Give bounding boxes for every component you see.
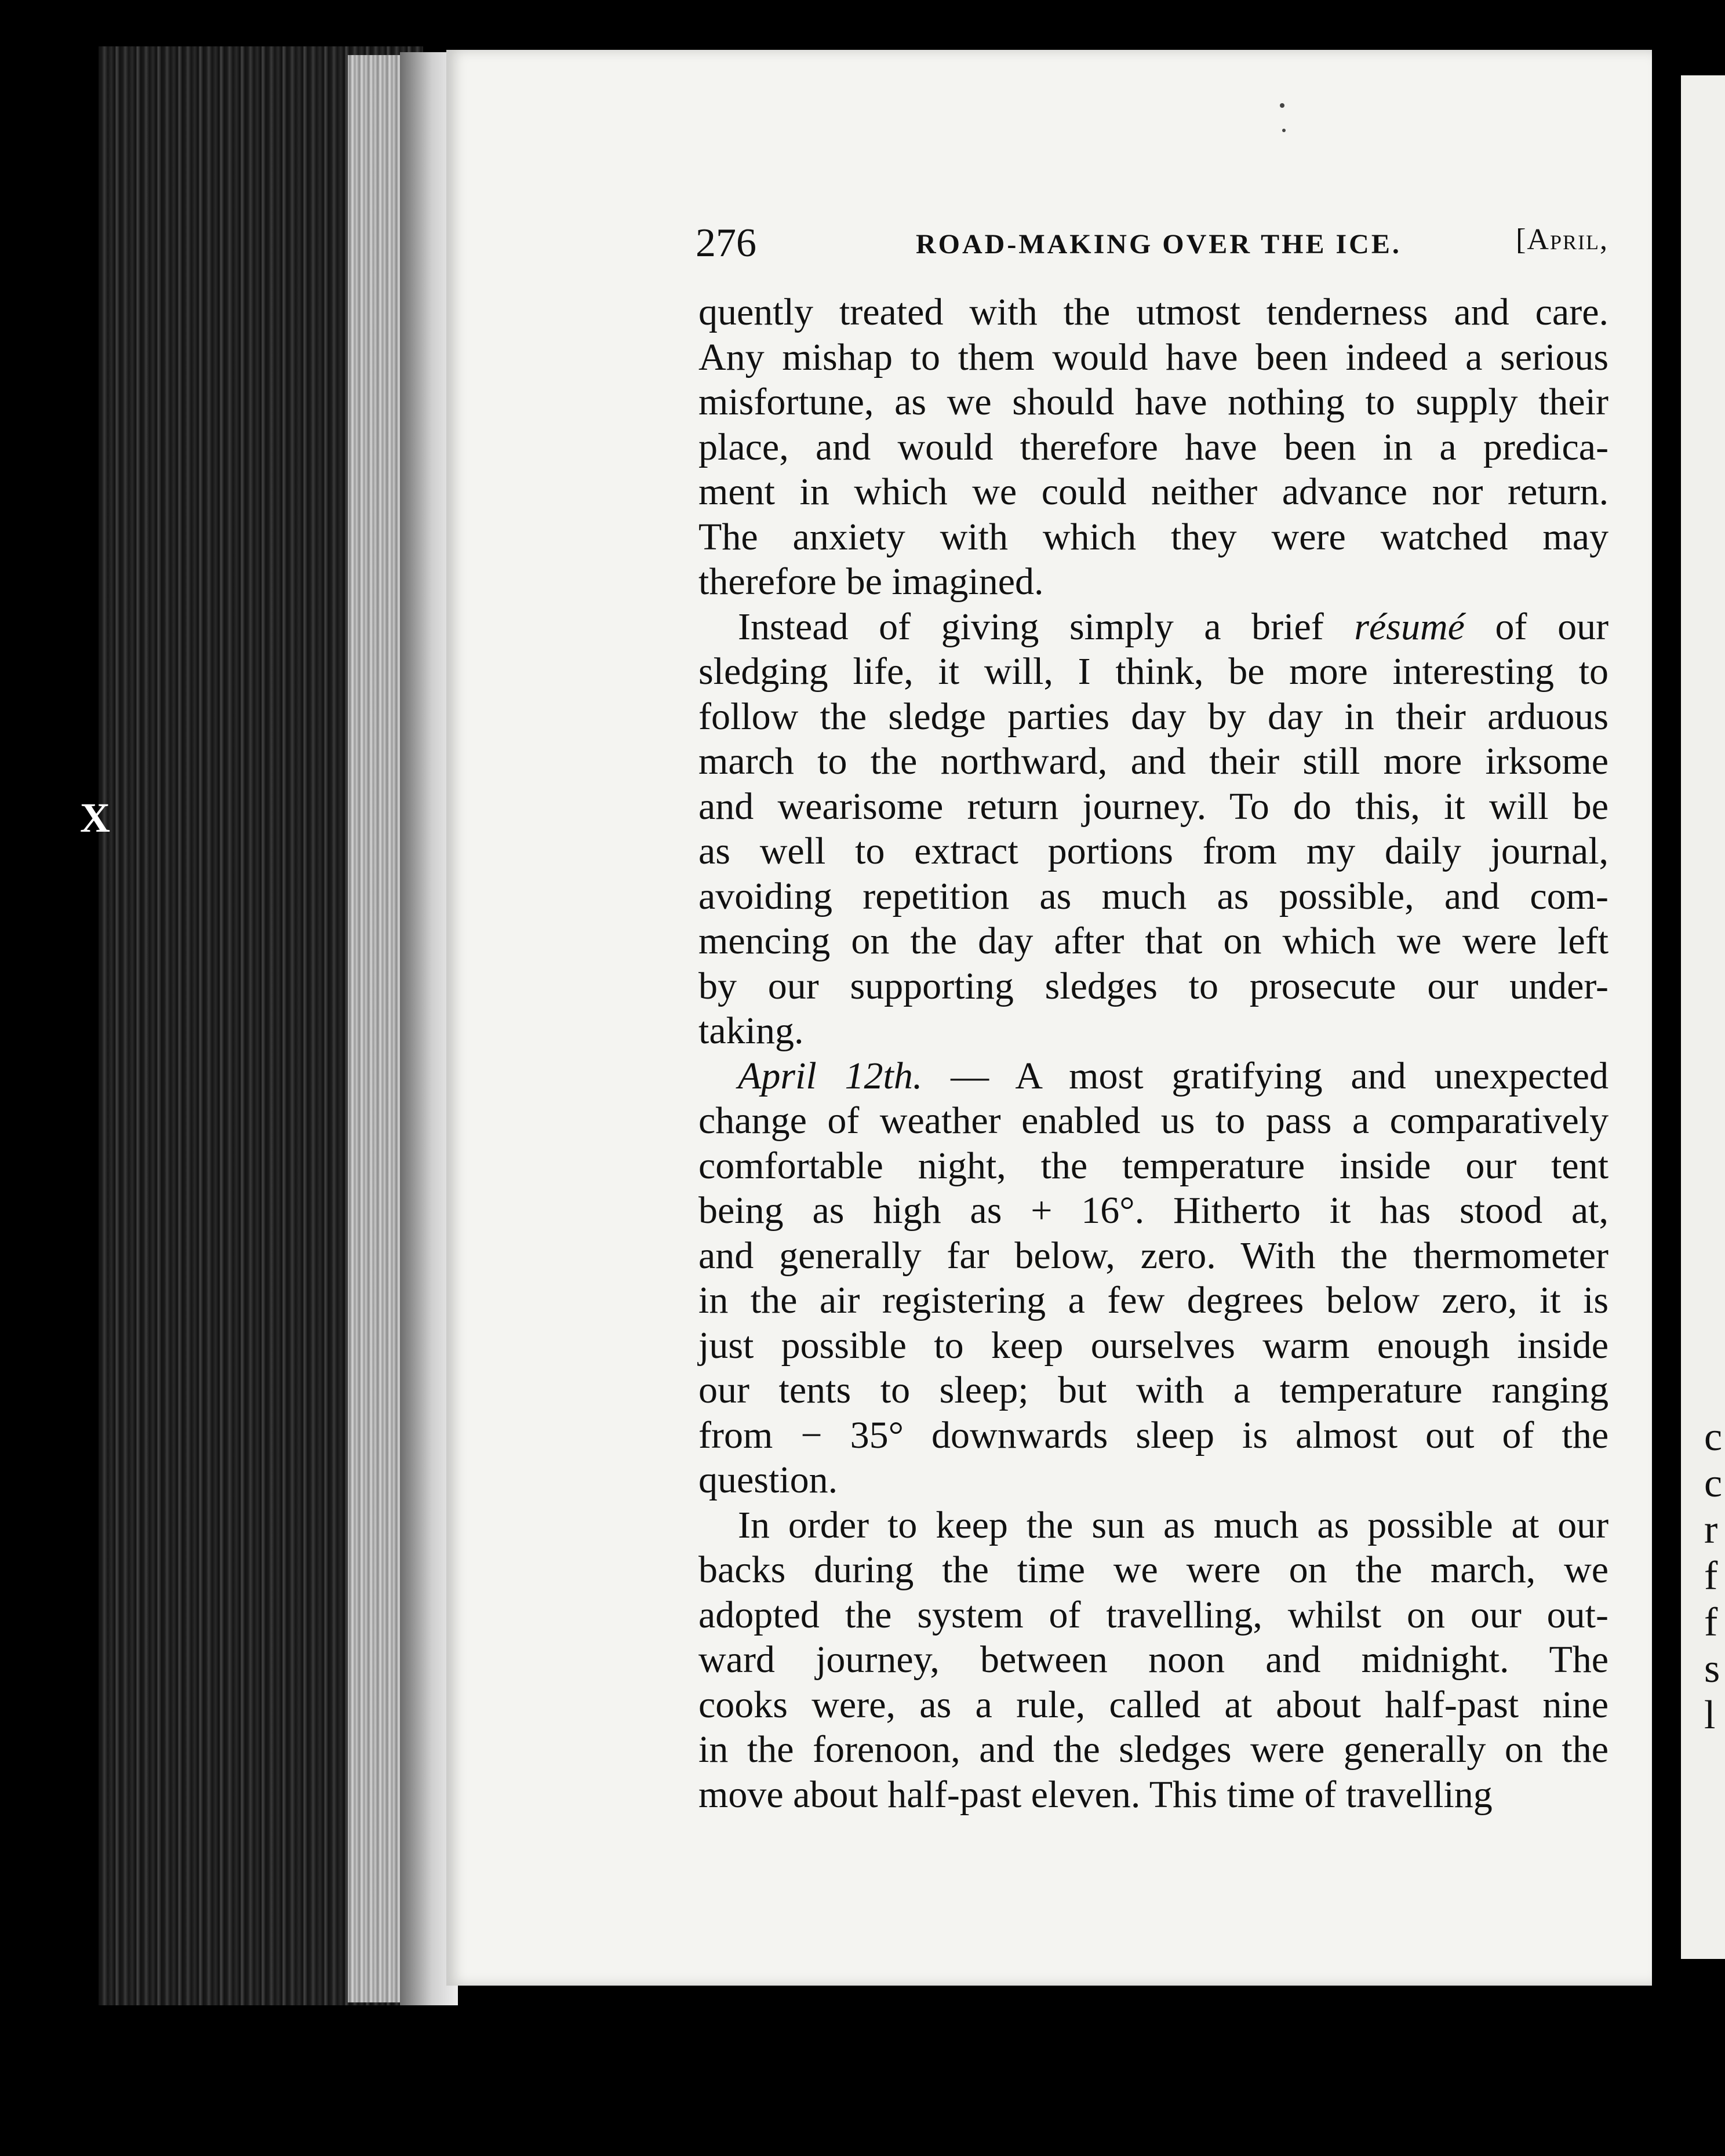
speck bbox=[1280, 103, 1284, 108]
paragraph bbox=[698, 1054, 1608, 1503]
text-line: being as high as + 16°. Hitherto it has stood at, bbox=[698, 1189, 1609, 1232]
text-line: sledging life, it will, I think, be more interesting to bbox=[698, 650, 1609, 693]
next-page-glyph: l bbox=[1704, 1693, 1716, 1738]
text-line: ward journey, between noon and midnight. The bbox=[698, 1638, 1609, 1681]
text-line: change of weather enabled us to pass a comparatively bbox=[698, 1099, 1609, 1142]
margin-mark: X bbox=[80, 795, 110, 841]
next-page-glyph: c bbox=[1704, 1415, 1723, 1459]
paragraph bbox=[698, 290, 1608, 604]
paragraph bbox=[698, 604, 1608, 1054]
text-line: adopted the system of travelling, whilst on our out- bbox=[698, 1593, 1608, 1636]
text-line: as well to extract portions from my daily journal, bbox=[698, 830, 1609, 872]
text-line: misfortune, as we should have nothing to supply their bbox=[698, 381, 1609, 423]
text-line: therefore be imagined. bbox=[698, 560, 1044, 603]
text-line: taking. bbox=[698, 1010, 804, 1052]
text-line: just possible to keep ourselves warm enough inside bbox=[698, 1324, 1609, 1367]
text-line: in the air registering a few degrees below zero, it is bbox=[698, 1279, 1609, 1321]
text-line: In order to keep the sun as much as possible at our bbox=[738, 1503, 1609, 1546]
text-line: backs during the time we were on the march, we bbox=[698, 1549, 1609, 1591]
text-line: cooks were, as a rule, called at about half-past nine bbox=[698, 1683, 1609, 1726]
next-page-glyph: f bbox=[1704, 1600, 1718, 1645]
text-line: mencing on the day after that on which we were left bbox=[698, 920, 1609, 962]
page-number: 276 bbox=[696, 221, 756, 265]
next-page-glyph: r bbox=[1704, 1507, 1718, 1552]
text-line: in the forenoon, and the sledges were generally on the bbox=[698, 1728, 1609, 1771]
text-line: and generally far below, zero. With the thermometer bbox=[698, 1234, 1609, 1277]
speck bbox=[1282, 129, 1286, 132]
next-page-glyph: s bbox=[1704, 1647, 1720, 1691]
body-text bbox=[698, 290, 1608, 1817]
text-line: move about half-past eleven. This time of travelling bbox=[698, 1773, 1493, 1816]
text-line: quently treated with the utmost tenderness and care. bbox=[698, 291, 1609, 333]
text-line: place, and would therefore have been in a predica- bbox=[698, 425, 1609, 468]
page-header bbox=[696, 220, 1608, 272]
running-title: ROAD-MAKING OVER THE ICE. bbox=[916, 229, 1402, 260]
text-line: Instead of giving simply a brief résumé of our bbox=[738, 605, 1609, 648]
text-line: and wearisome return journey. To do this, it will be bbox=[698, 785, 1609, 828]
text-line: comfortable night, the temperature inside our tent bbox=[698, 1144, 1609, 1187]
text-line: question. bbox=[698, 1459, 838, 1501]
section-tag: [April, bbox=[1516, 223, 1608, 256]
next-page-glyph: f bbox=[1704, 1554, 1718, 1598]
text-line: April 12th. — A most gratifying and unexpected bbox=[738, 1054, 1609, 1097]
text-line: by our supporting sledges to prosecute our under- bbox=[698, 964, 1609, 1007]
text-line: Any mishap to them would have been indeed a serious bbox=[698, 336, 1609, 378]
text-line: follow the sledge parties day by day in their arduous bbox=[698, 695, 1609, 738]
text-line: march to the northward, and their still more irksome bbox=[698, 740, 1609, 782]
text-line: avoiding repetition as much as possible, and com- bbox=[698, 875, 1608, 917]
text-line: our tents to sleep; but with a temperature ranging bbox=[698, 1369, 1609, 1411]
next-page-glyph: c bbox=[1704, 1461, 1723, 1506]
text-line: The anxiety with which they were watched may bbox=[698, 515, 1609, 558]
text-line: ment in which we could neither advance nor return. bbox=[698, 471, 1609, 513]
text-line: from − 35° downwards sleep is almost out of the bbox=[698, 1414, 1609, 1456]
paragraph bbox=[698, 1503, 1608, 1818]
